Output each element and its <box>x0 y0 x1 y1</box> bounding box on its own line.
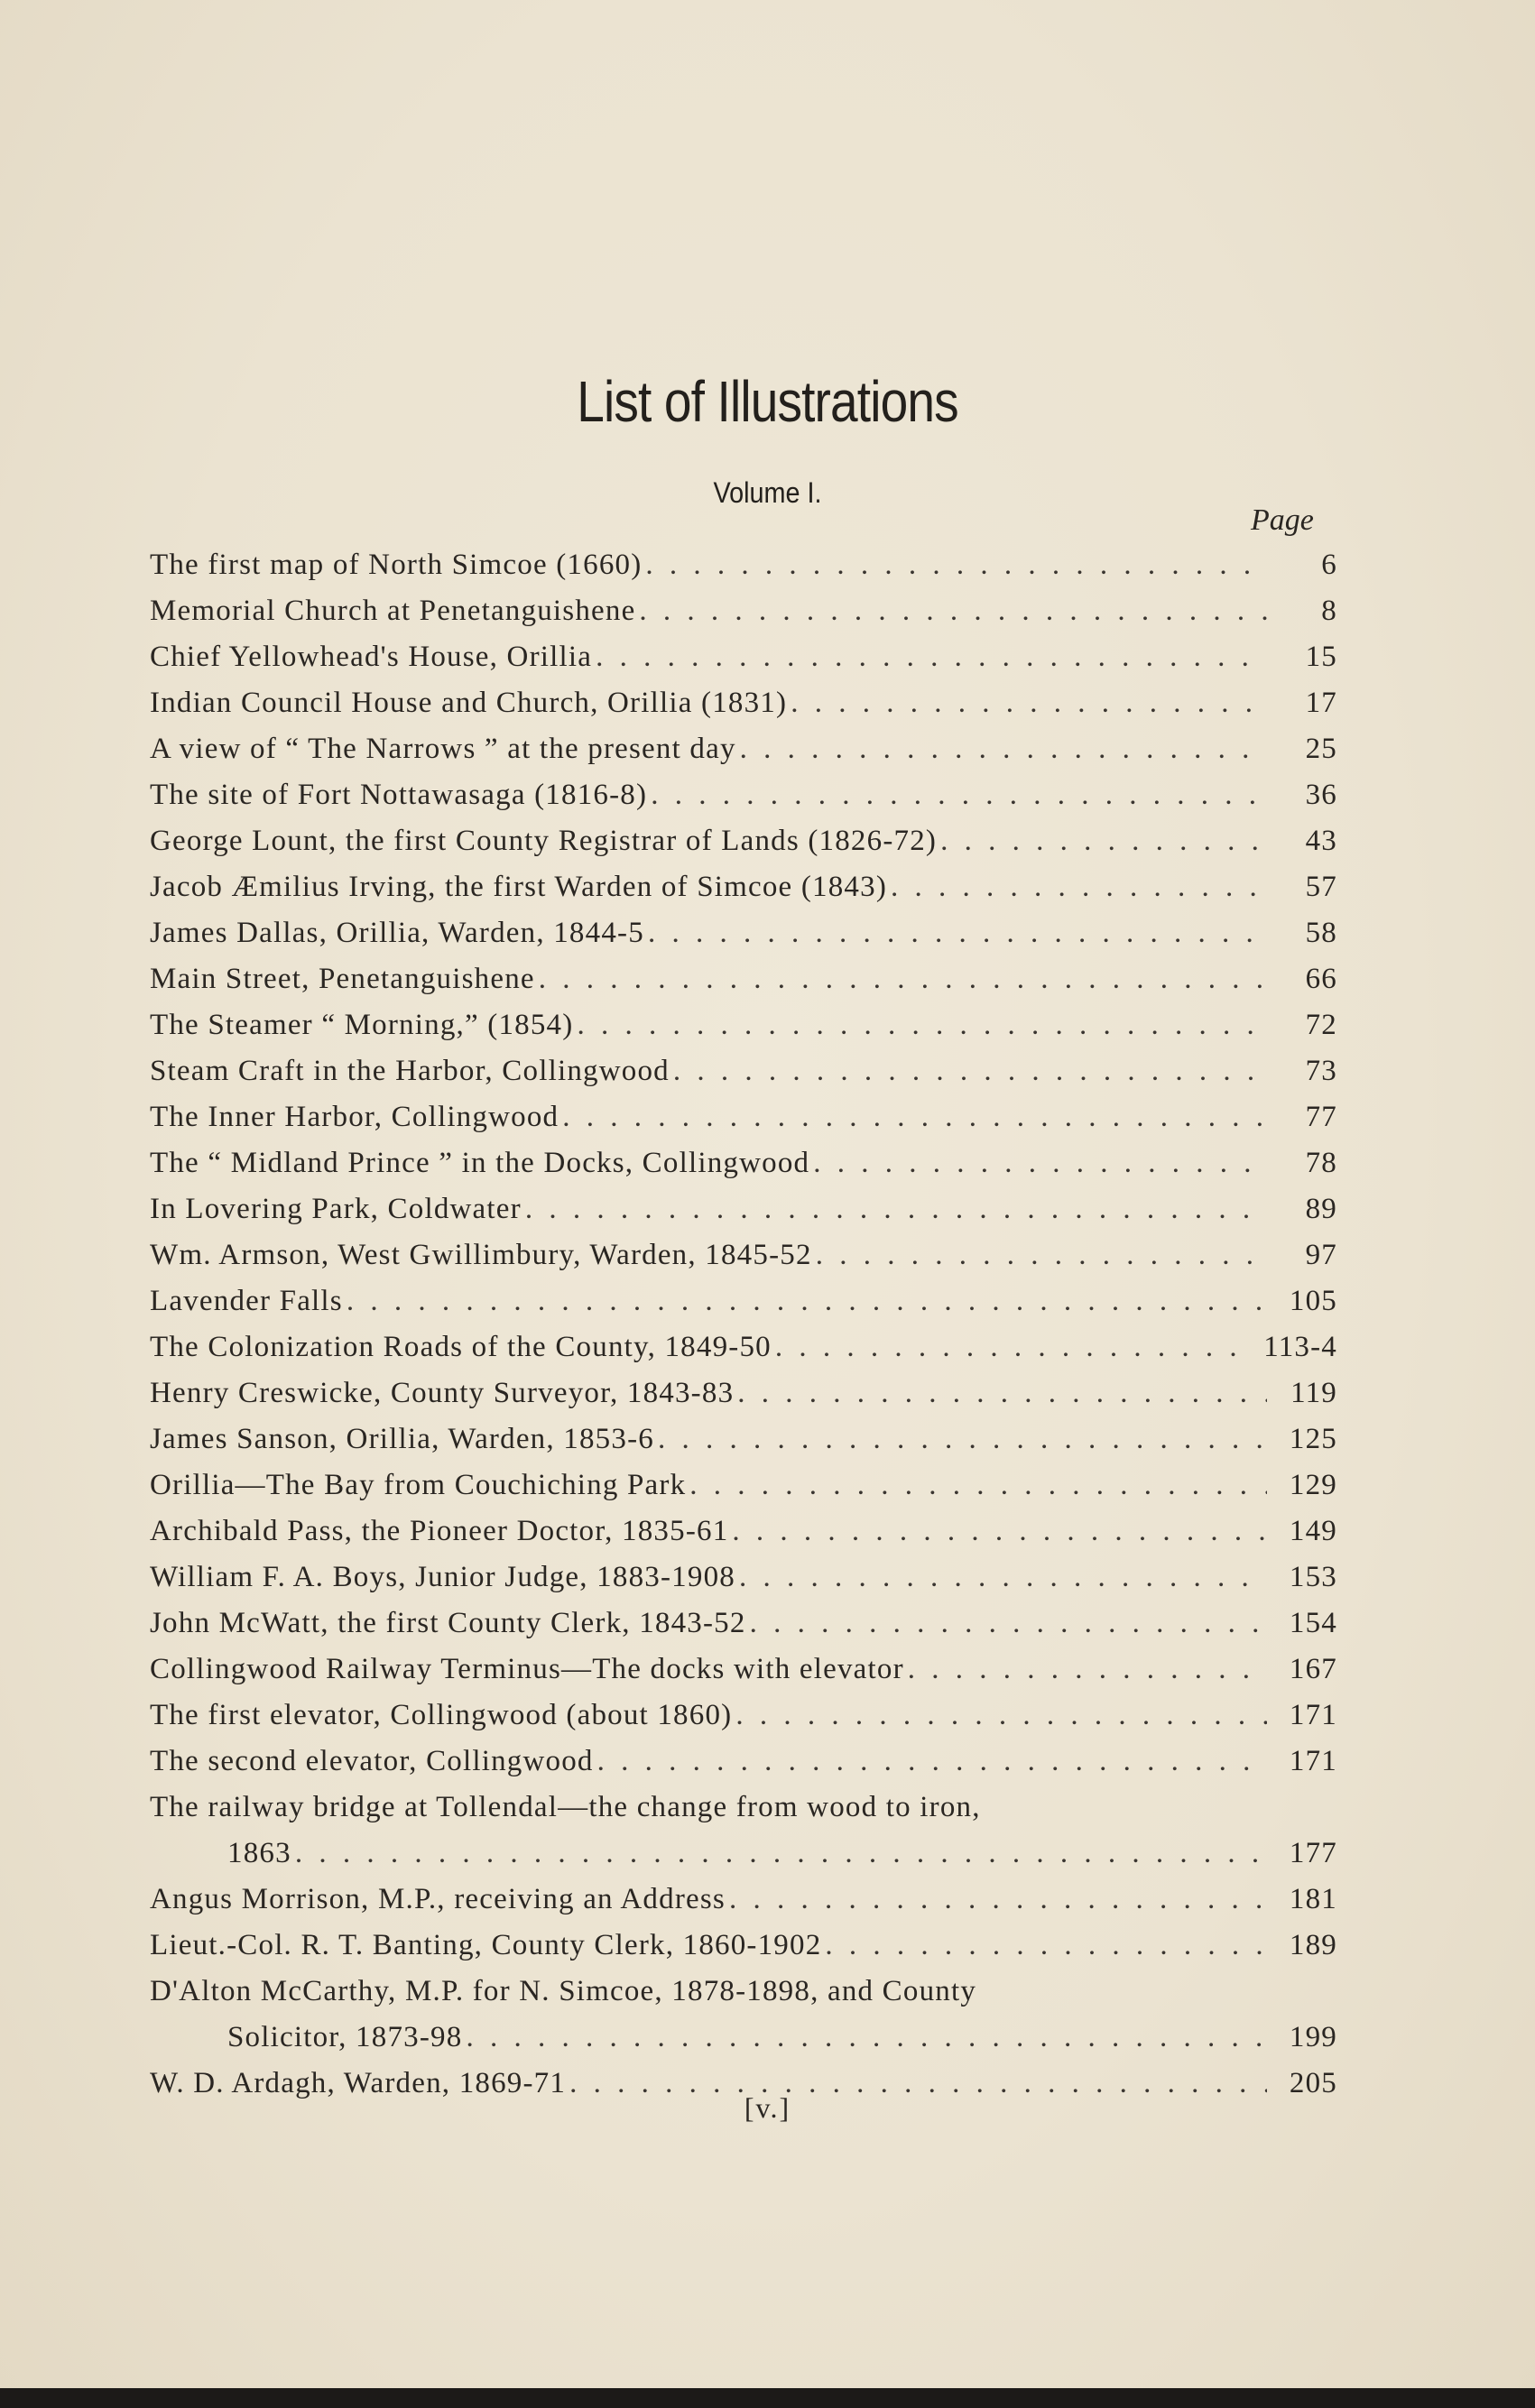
list-item <box>150 726 1337 772</box>
entry-title-line1: D'Alton McCarthy, M.P. for N. Simcoe, 1878-1898, and County <box>150 1975 977 2007</box>
dot-leader <box>740 726 1267 772</box>
list-item <box>150 1094 1337 1140</box>
list-item <box>150 1877 1337 1923</box>
dot-leader <box>791 680 1267 726</box>
entry-title: The Steamer “ Morning,” (1854) <box>150 1009 574 1041</box>
entry-page: 43 <box>1305 825 1337 857</box>
entry-page: 77 <box>1305 1101 1337 1133</box>
dot-leader <box>577 1002 1267 1048</box>
entry-title: The Inner Harbor, Collingwood <box>150 1101 559 1133</box>
scan-bottom-edge <box>0 2388 1535 2408</box>
list-item <box>150 1416 1337 1462</box>
list-item <box>150 1232 1337 1278</box>
entry-title-line1: The railway bridge at Tollendal—the change from wood to iron, <box>150 1791 981 1823</box>
dot-leader <box>645 542 1267 588</box>
entry-title: Main Street, Penetanguishene <box>150 963 535 995</box>
list-item <box>150 1693 1337 1739</box>
dot-leader <box>639 588 1267 634</box>
entry-page: 171 <box>1289 1699 1337 1731</box>
entry-title: Lieut.-Col. R. T. Banting, County Clerk, 1860-1902 <box>150 1929 822 1961</box>
list-item <box>150 1508 1337 1555</box>
entry-page: 113-4 <box>1263 1331 1337 1363</box>
entry-page: 154 <box>1289 1607 1337 1639</box>
entry-title: Wm. Armson, West Gwillimbury, Warden, 1845-52 <box>150 1239 812 1271</box>
list-item <box>150 1140 1337 1186</box>
dot-leader <box>940 818 1267 864</box>
entry-title: William F. A. Boys, Junior Judge, 1883-1908 <box>150 1561 735 1593</box>
entry-title: Angus Morrison, M.P., receiving an Address <box>150 1883 726 1915</box>
entry-page: 189 <box>1289 1929 1337 1961</box>
list-item <box>150 818 1337 864</box>
entry-page: 177 <box>1289 1837 1337 1869</box>
dot-leader <box>732 1508 1267 1555</box>
entry-page: 6 <box>1321 549 1337 581</box>
page-title: List of Illustrations <box>577 369 958 434</box>
entry-page: 119 <box>1290 1377 1337 1409</box>
list-item <box>150 1601 1337 1647</box>
entry-page: 15 <box>1305 641 1337 673</box>
entry-title: The first map of North Simcoe (1660) <box>150 549 643 581</box>
dot-leader <box>539 956 1267 1002</box>
entry-page: 205 <box>1289 2067 1337 2099</box>
entry-title: The “ Midland Prince ” in the Docks, Collingwood <box>150 1147 810 1179</box>
list-item <box>150 542 1337 588</box>
entry-title: George Lount, the first County Registrar of Lands (1826-72) <box>150 825 938 857</box>
list-item <box>150 1002 1337 1048</box>
dot-leader <box>689 1462 1267 1508</box>
entry-title: The site of Fort Nottawasaga (1816-8) <box>150 779 648 811</box>
dot-leader <box>739 1555 1267 1601</box>
volume-heading: Volume I. <box>713 476 822 509</box>
dot-leader <box>813 1140 1267 1186</box>
dot-leader <box>775 1324 1249 1370</box>
list-item <box>150 772 1337 818</box>
entry-title: James Dallas, Orillia, Warden, 1844-5 <box>150 917 644 949</box>
entry-title: W. D. Ardagh, Warden, 1869-71 <box>150 2067 567 2099</box>
list-item <box>150 864 1337 910</box>
entry-title-line2: 1863 <box>227 1837 291 1869</box>
entry-page: 199 <box>1289 2021 1337 2053</box>
entry-page: 167 <box>1289 1653 1337 1685</box>
entry-page: 105 <box>1289 1285 1337 1317</box>
list-item <box>150 2015 1337 2061</box>
entry-page: 89 <box>1305 1193 1337 1225</box>
dot-leader <box>891 864 1267 910</box>
dot-leader <box>908 1647 1267 1693</box>
entry-page: 17 <box>1305 687 1337 719</box>
entry-title: Collingwood Railway Terminus—The docks with elevator <box>150 1653 904 1685</box>
entry-page: 171 <box>1289 1745 1337 1777</box>
entry-page: 153 <box>1289 1561 1337 1593</box>
entry-title: Orillia—The Bay from Couchiching Park <box>150 1469 687 1501</box>
entry-title: A view of “ The Narrows ” at the present day <box>150 733 736 765</box>
list-item <box>150 634 1337 680</box>
entry-page: 97 <box>1305 1239 1337 1271</box>
dot-leader <box>525 1186 1267 1232</box>
list-item <box>150 1048 1337 1094</box>
list-item <box>150 1647 1337 1693</box>
entry-page: 129 <box>1289 1469 1337 1501</box>
dot-leader <box>729 1877 1267 1923</box>
entry-title-line2: Solicitor, 1873-98 <box>227 2021 463 2053</box>
dot-leader <box>658 1416 1267 1462</box>
dot-leader <box>562 1094 1267 1140</box>
illustrations-list <box>150 542 1337 2107</box>
entry-title: Jacob Æmilius Irving, the first Warden of Simcoe (1843) <box>150 871 888 903</box>
entry-title: The first elevator, Collingwood (about 1860) <box>150 1699 733 1731</box>
entry-title: The Colonization Roads of the County, 1849-50 <box>150 1331 772 1363</box>
page-column-label: Page <box>1251 503 1314 537</box>
dot-leader <box>750 1601 1267 1647</box>
dot-leader <box>347 1278 1267 1324</box>
dot-leader <box>597 1739 1267 1785</box>
entry-page: 66 <box>1305 963 1337 995</box>
entry-page: 181 <box>1289 1883 1337 1915</box>
entry-page: 125 <box>1289 1423 1337 1455</box>
list-item <box>150 1923 1337 1969</box>
entry-page: 36 <box>1305 779 1337 811</box>
dot-leader <box>295 1831 1267 1877</box>
entry-page: 57 <box>1305 871 1337 903</box>
entry-title: John McWatt, the first County Clerk, 1843-52 <box>150 1607 746 1639</box>
page-folio: [v.] <box>744 2091 791 2124</box>
entry-title: In Lovering Park, Coldwater <box>150 1193 522 1225</box>
list-item <box>150 1462 1337 1508</box>
entry-title: Steam Craft in the Harbor, Collingwood <box>150 1055 670 1087</box>
entry-page: 58 <box>1305 917 1337 949</box>
entry-page: 8 <box>1321 595 1337 627</box>
list-item <box>150 1555 1337 1601</box>
entry-page: 78 <box>1305 1147 1337 1179</box>
entry-title: Henry Creswicke, County Surveyor, 1843-83 <box>150 1377 735 1409</box>
list-item <box>150 956 1337 1002</box>
list-item <box>150 588 1337 634</box>
entry-page: 149 <box>1289 1515 1337 1547</box>
entry-page: 25 <box>1305 733 1337 765</box>
dot-leader <box>466 2015 1267 2061</box>
dot-leader <box>596 634 1267 680</box>
list-item <box>150 680 1337 726</box>
entry-title: James Sanson, Orillia, Warden, 1853-6 <box>150 1423 654 1455</box>
list-item <box>150 1739 1337 1785</box>
dot-leader <box>816 1232 1267 1278</box>
entry-page: 73 <box>1305 1055 1337 1087</box>
dot-leader <box>651 772 1267 818</box>
entry-page: 72 <box>1305 1009 1337 1041</box>
entry-title: Archibald Pass, the Pioneer Doctor, 1835-61 <box>150 1515 729 1547</box>
list-item <box>150 1370 1337 1416</box>
dot-leader <box>735 1693 1267 1739</box>
dot-leader <box>825 1923 1267 1969</box>
entry-title: Chief Yellowhead's House, Orillia <box>150 641 593 673</box>
dot-leader <box>648 910 1267 956</box>
list-item <box>150 1278 1337 1324</box>
list-item <box>150 910 1337 956</box>
entry-title: Indian Council House and Church, Orillia (1831) <box>150 687 788 719</box>
dot-leader <box>737 1370 1267 1416</box>
list-item <box>150 1831 1337 1877</box>
entry-title: Memorial Church at Penetanguishene <box>150 595 636 627</box>
list-item <box>150 1324 1337 1370</box>
entry-title: The second elevator, Collingwood <box>150 1745 594 1777</box>
dot-leader <box>673 1048 1267 1094</box>
entry-title: Lavender Falls <box>150 1285 343 1317</box>
list-item <box>150 1186 1337 1232</box>
